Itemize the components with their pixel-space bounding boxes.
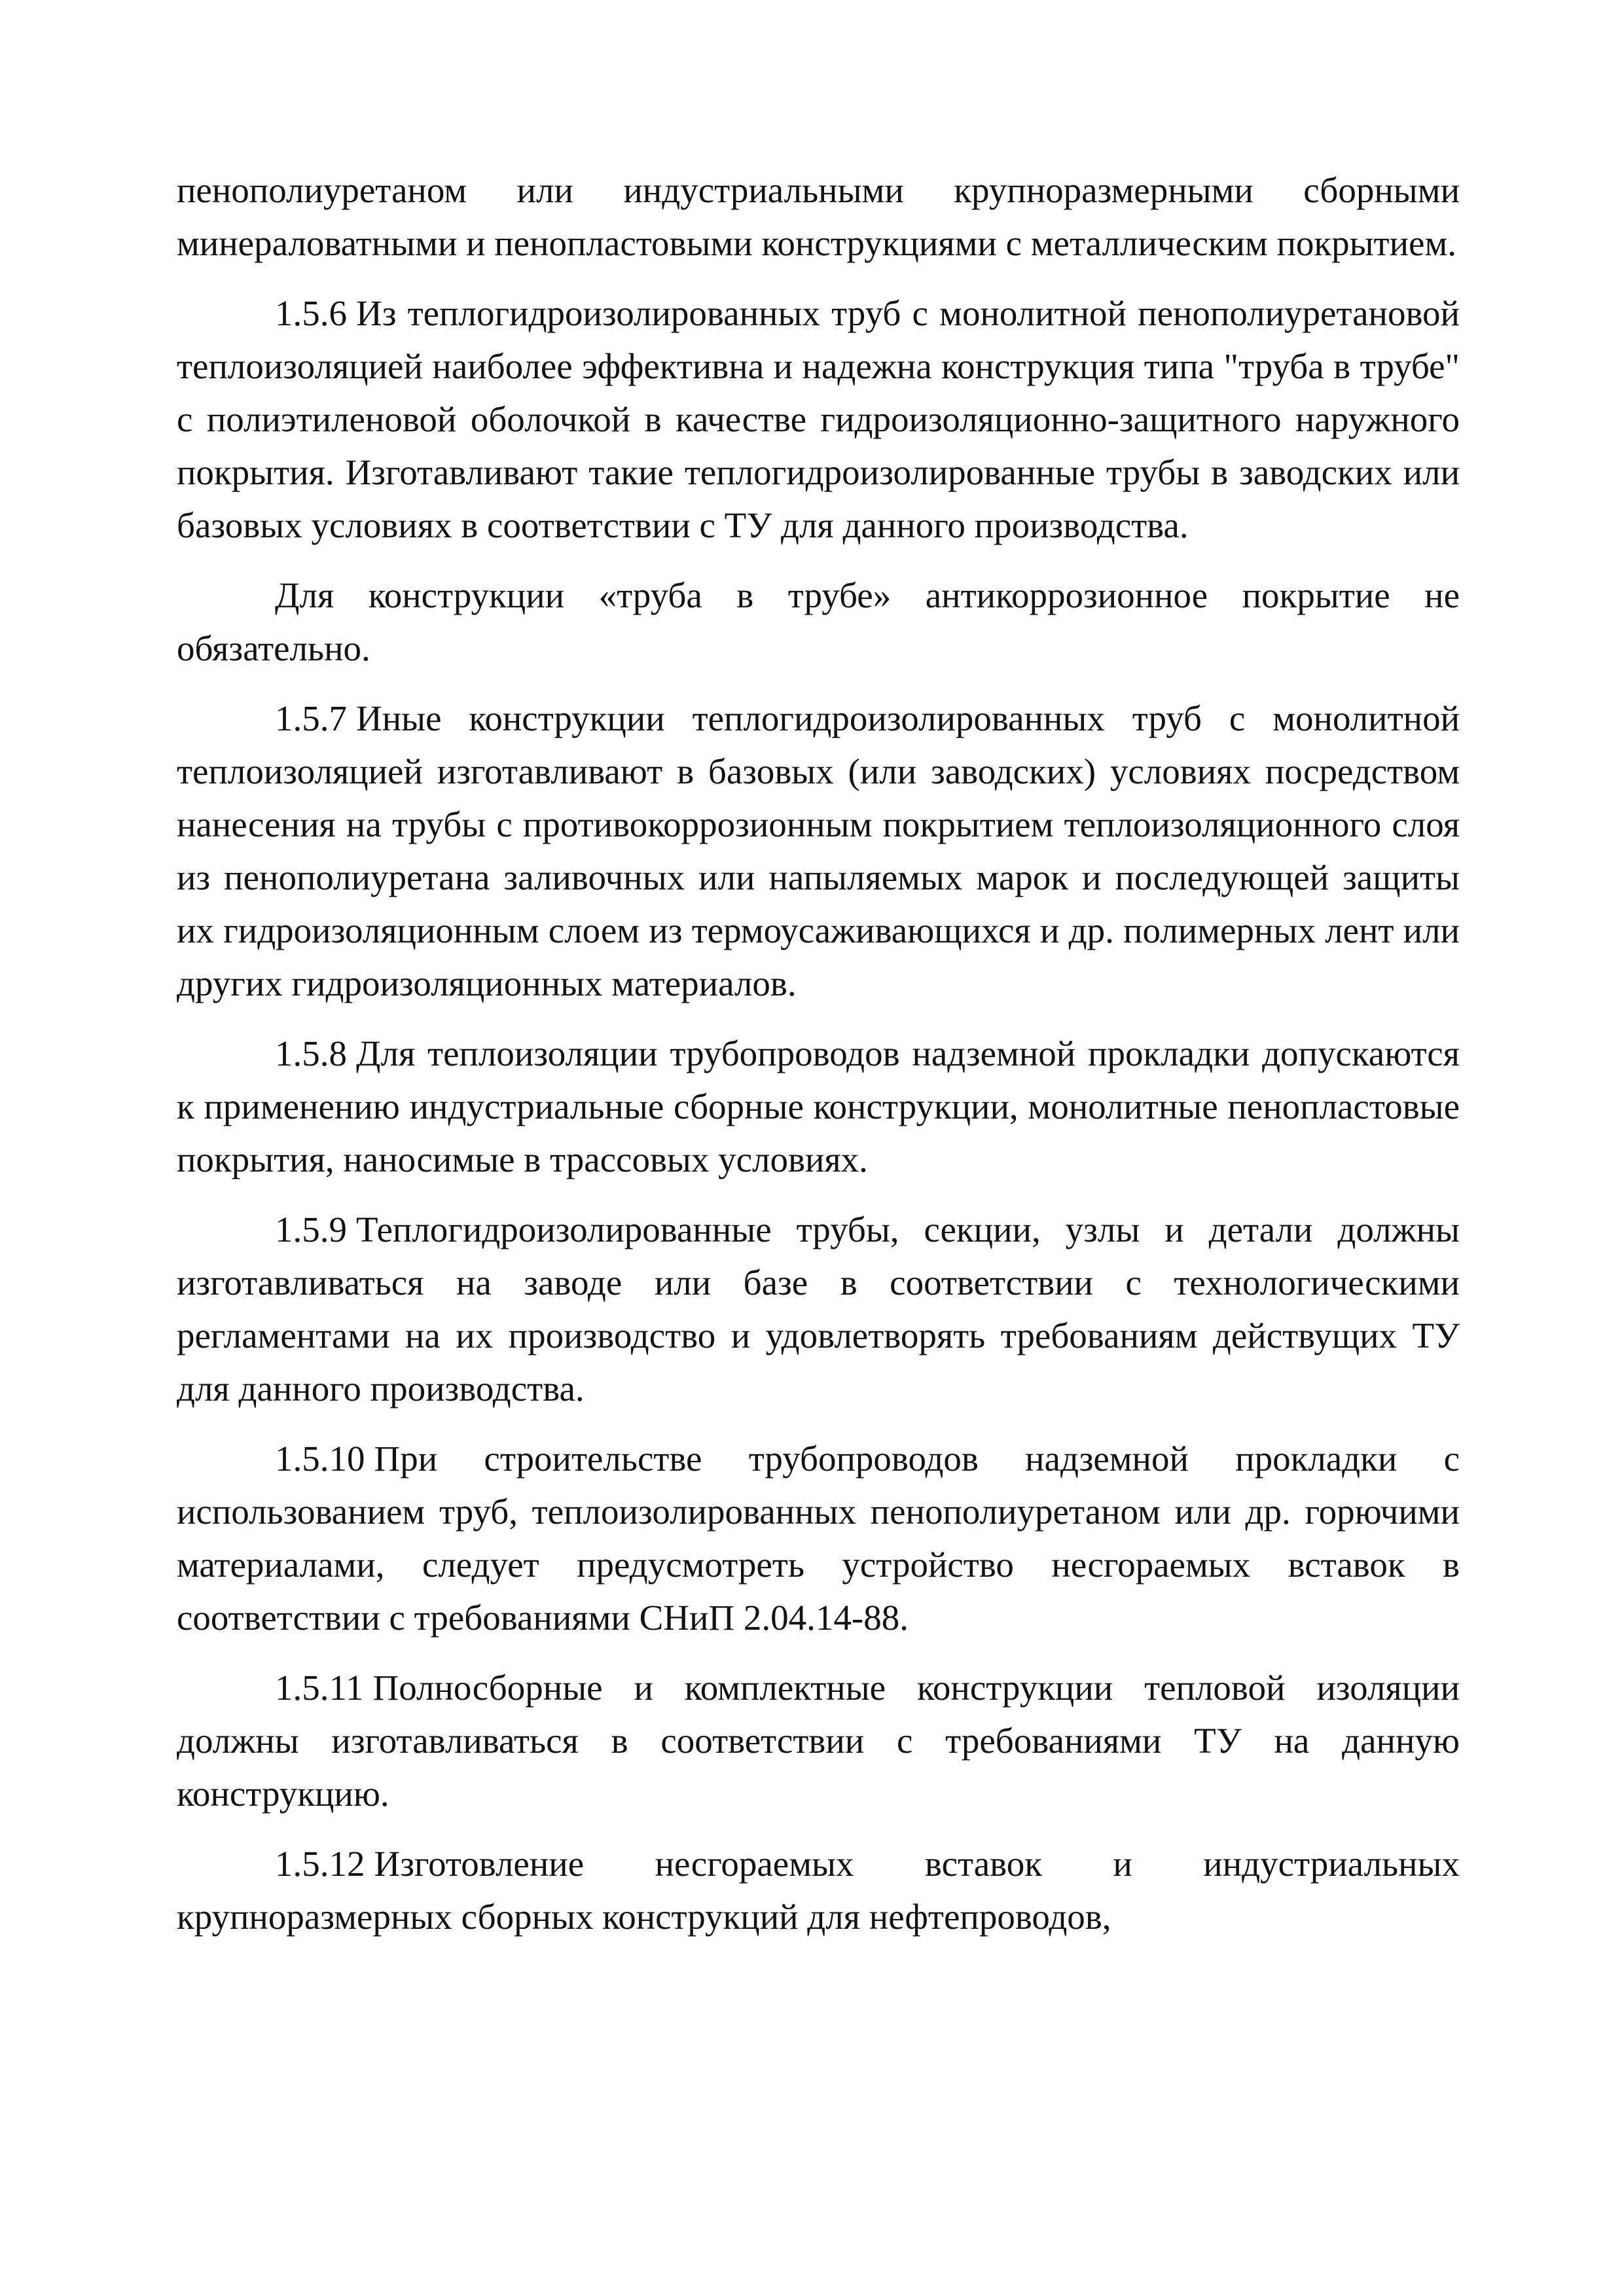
paragraph-text: При строительстве трубопроводов надземной прокладки с использованием труб, теплоизолированных пенополиуретаном или др. горючими материалами, следует предусмотреть устройство несгораемых вставок в соответствии с требованиями СНиП 2.04.14-88. xyxy=(177,1439,1460,1638)
paragraph-text: Изготовление несгораемых вставок и индустриальных крупноразмерных сборных конструкций для нефтепроводов, xyxy=(177,1844,1460,1937)
document-page xyxy=(177,164,1460,1960)
paragraph-1-5-11 xyxy=(177,1661,1460,1820)
paragraph-text: Для теплоизоляции трубопроводов надземной прокладки допускаются к применению индустриальные сборные конструкции, монолитные пенопластовые покрытия, наносимые в трассовых условиях. xyxy=(177,1033,1460,1179)
paragraph-number: 1.5.6 xyxy=(275,293,347,333)
paragraph-1-5-10 xyxy=(177,1432,1460,1644)
paragraph-1-5-7 xyxy=(177,692,1460,1010)
paragraph-number: 1.5.8 xyxy=(275,1033,347,1073)
paragraph-text: Теплогидроизолированные трубы, секции, узлы и детали должны изготавливаться на заводе или базе в соответствии с технологическими регламентами на их производство и удовлетворять требованиям действущих ТУ для данного производства. xyxy=(177,1210,1460,1408)
paragraph-number: 1.5.10 xyxy=(275,1439,365,1479)
paragraph-number: 1.5.12 xyxy=(275,1844,365,1884)
paragraph-number: 1.5.11 xyxy=(275,1668,364,1708)
paragraph-text: Из теплогидроизолированных труб с монолитной пенополиуретановой теплоизоляцией наиболее эффективна и надежна конструкция типа "труба в трубе" с полиэтиленовой оболочкой в качестве гидроизоляционно-защитного наружного покрытия. Изготавливают такие теплогидроизолированные трубы в заводских или базовых условиях в соответствии с ТУ для данного производства. xyxy=(177,293,1460,545)
paragraph-number: 1.5.9 xyxy=(275,1210,347,1249)
paragraph-text: Для конструкции «труба в трубе» антикоррозионное покрытие не обязательно. xyxy=(177,575,1460,668)
paragraph-1-5-8 xyxy=(177,1027,1460,1186)
paragraph-1-5-12 xyxy=(177,1837,1460,1943)
paragraph-1-5-6 xyxy=(177,287,1460,552)
paragraph-text: пенополиуретаном или индустриальными крупноразмерными сборными минераловатными и пенопластовыми конструкциями с металлическим покрытием. xyxy=(177,170,1460,263)
paragraph-continuation xyxy=(177,164,1460,270)
paragraph-text: Полносборные и комплектные конструкции тепловой изоляции должны изготавливаться в соответствии с требованиями ТУ на данную конструкцию. xyxy=(177,1668,1460,1814)
paragraph-text: Иные конструкции теплогидроизолированных труб с монолитной теплоизоляцией изготавливают в базовых (или заводских) условиях посредством нанесения на трубы с противокоррозионным покрытием теплоизоляционного слоя из пенополиуретана заливочных или напыляемых марок и последующей защиты их гидроизоляционным слоем из термоусаживающихся и др. полимерных лент или других гидроизоляционных материалов. xyxy=(177,698,1460,1003)
paragraph-1-5-9 xyxy=(177,1203,1460,1415)
paragraph-pipe-in-pipe-note xyxy=(177,569,1460,675)
paragraph-number: 1.5.7 xyxy=(275,698,347,738)
